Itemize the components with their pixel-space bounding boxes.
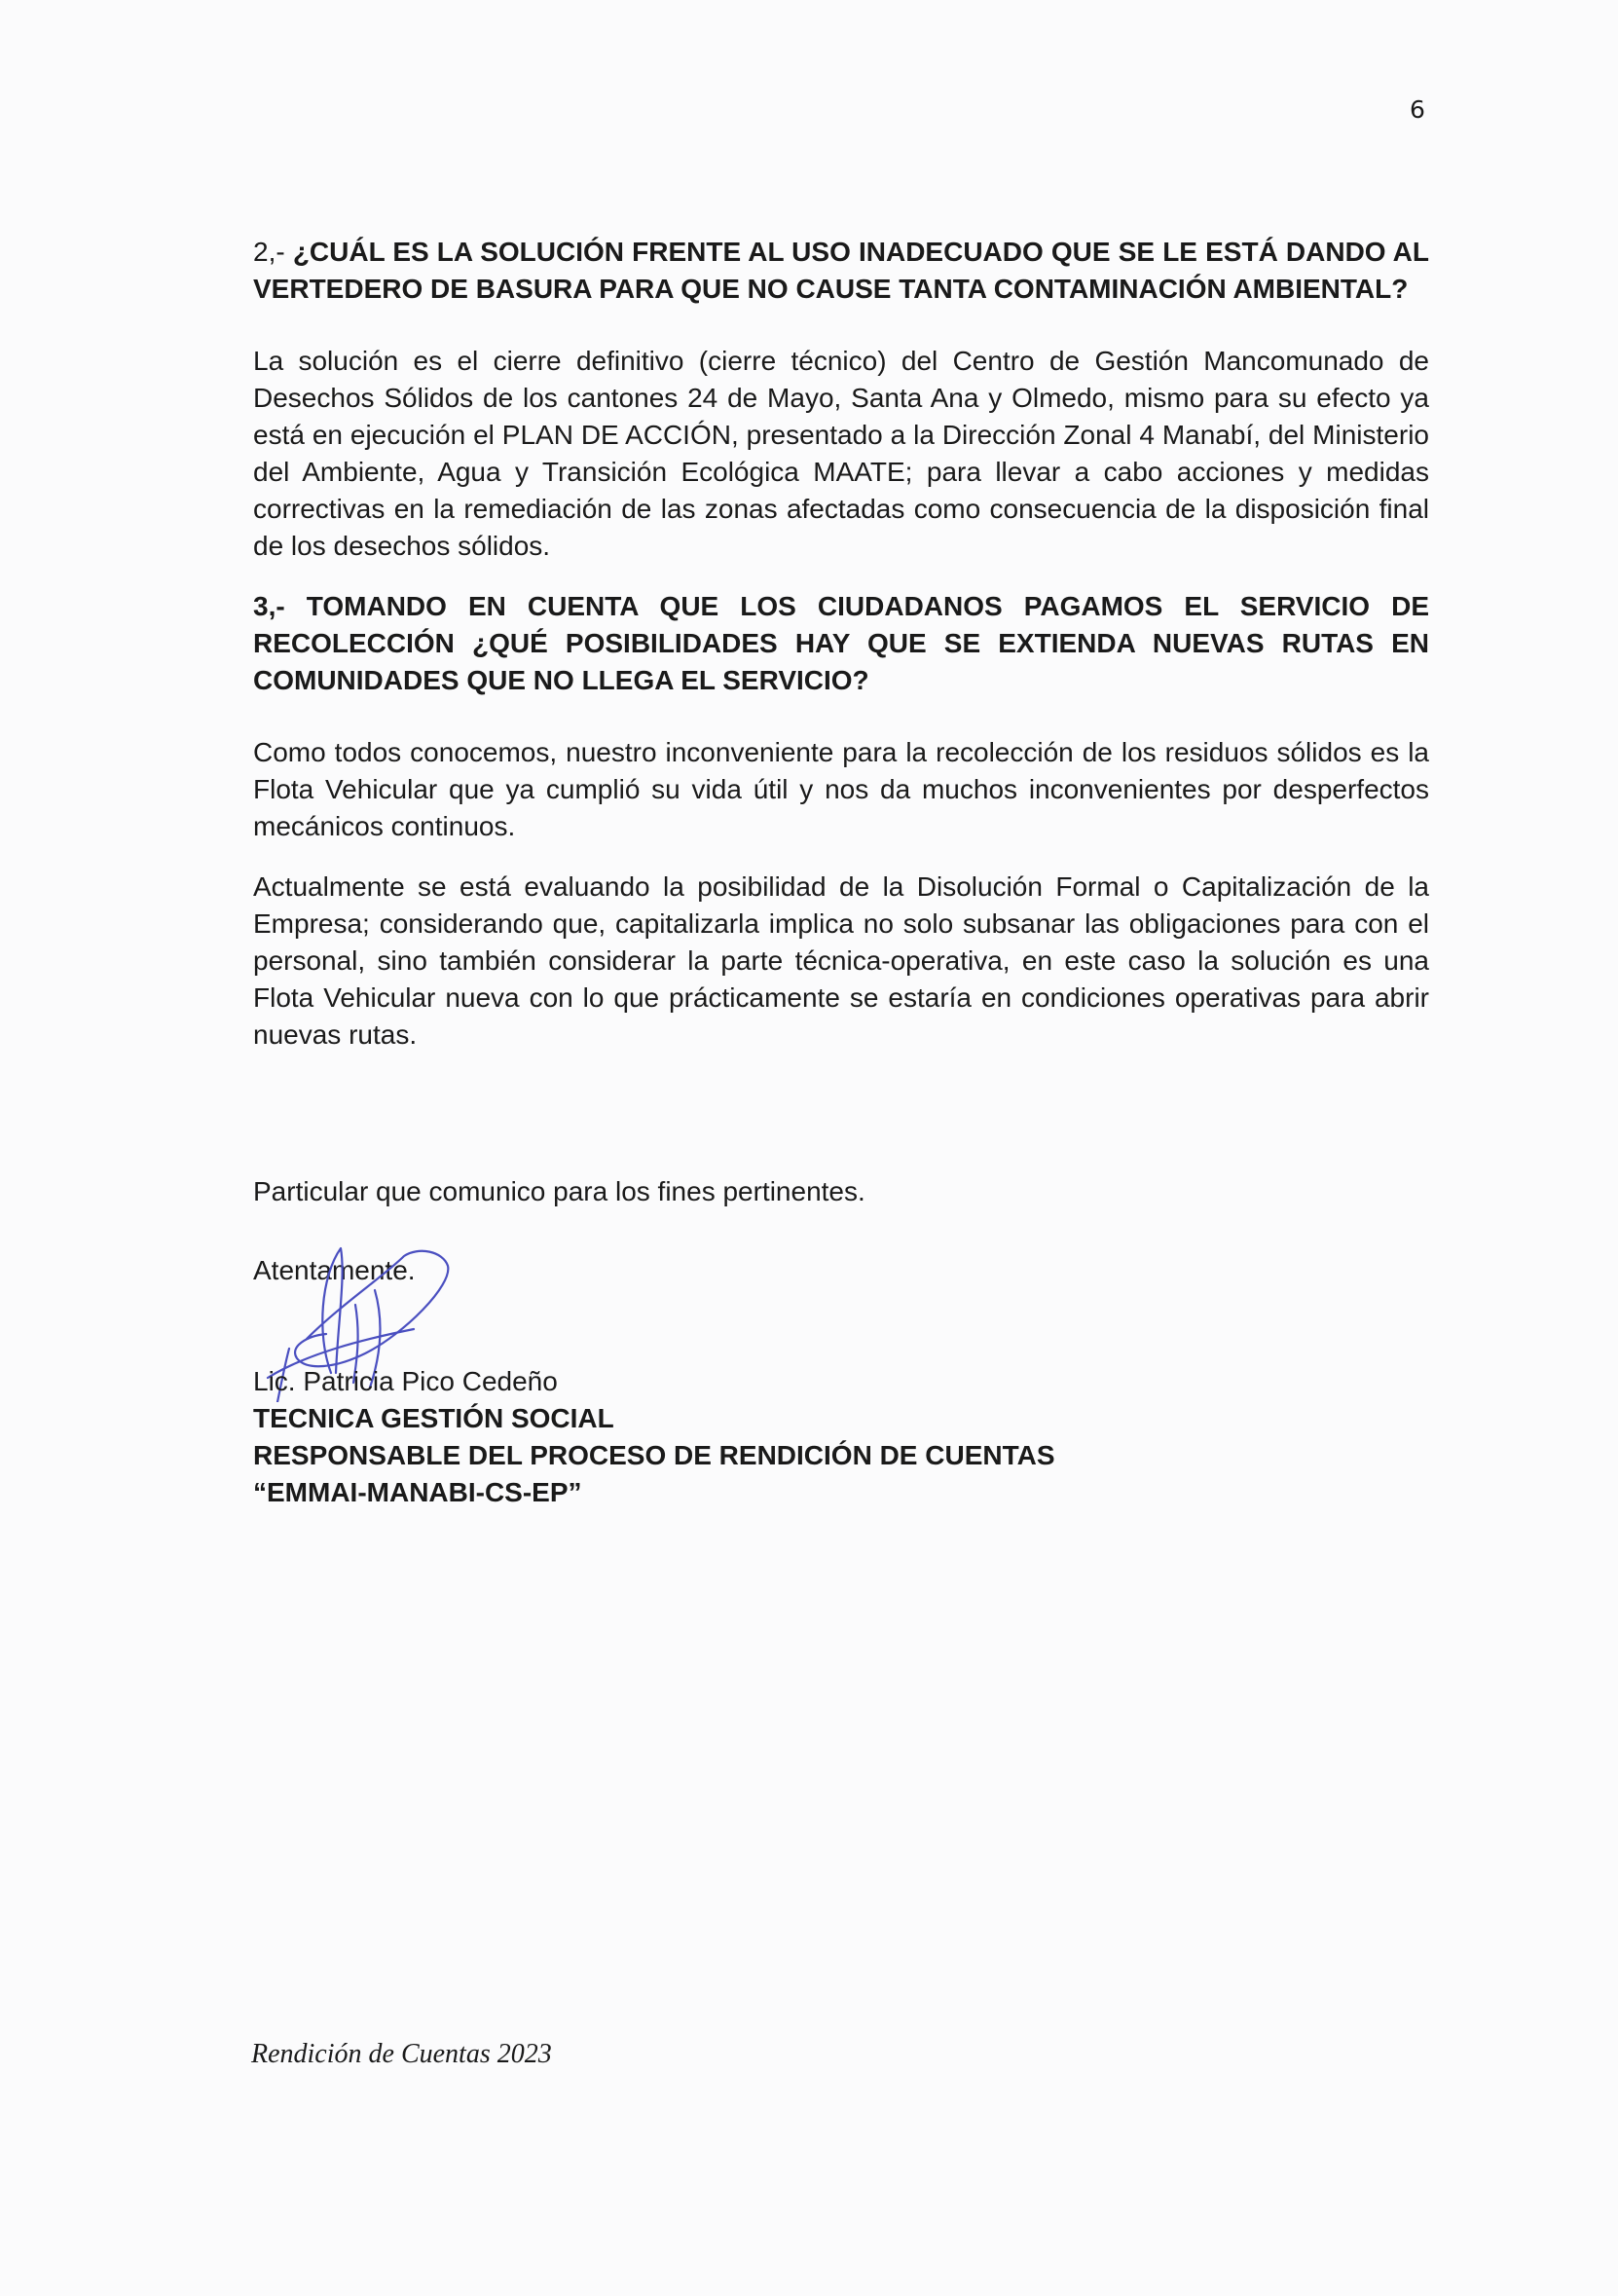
signer-title: TECNICA GESTIÓN SOCIAL — [253, 1403, 614, 1433]
answer-2-paragraph: La solución es el cierre definitivo (cierre técnico) del Centro de Gestión Mancomunado de Desechos Sólidos de los cantones 24 de Mayo, Santa Ana y Olmedo, mismo para su efecto ya está en ejecución el PLAN DE ACCIÓN, presentado a la Dirección Zonal 4 Manabí, del Ministerio del Ambiente, Agua y Transición Ecológica MAATE; para llevar a cabo acciones y medidas correctivas en la remediación de las zonas afectadas como consecuencia de la disposición final de los desechos sólidos. — [253, 346, 1429, 561]
question-3-text: TOMANDO EN CUENTA QUE LOS CIUDADANOS PAGAMOS EL SERVICIO DE RECOLECCIÓN ¿QUÉ POSIBILIDADES HAY QUE SE EXTIENDA NUEVAS RUTAS EN COMUNIDADES QUE NO LLEGA EL SERVICIO? — [253, 591, 1430, 695]
answer-3-paragraph-2: Actualmente se está evaluando la posibilidad de la Disolución Formal o Capitalización de la Empresa; considerando que, capitalizarla implica no solo subsanar las obligaciones para con el personal, sino también considerar la parte técnica-operativa, en este caso la solución es una Flota Vehicular nueva con lo que prácticamente se estaría en condiciones operativas para abrir nuevas rutas. — [253, 871, 1429, 1050]
page-footer: Rendición de Cuentas 2023 — [251, 2039, 552, 2069]
letter-body — [253, 234, 1429, 1077]
question-2-number: 2,- — [253, 237, 285, 267]
question-2 — [253, 234, 1429, 308]
signer-organization: “EMMAI-MANABI-CS-EP” — [253, 1477, 582, 1507]
signer-name: Lic. Patricia Pico Cedeño — [253, 1366, 558, 1396]
question-3 — [253, 588, 1429, 699]
signer-role: RESPONSABLE DEL PROCESO DE RENDICIÓN DE CUENTAS — [253, 1440, 1055, 1470]
page-number: 6 — [1410, 95, 1425, 124]
closing-line: Particular que comunico para los fines pertinentes. — [253, 1176, 865, 1206]
question-3-number: 3,- — [253, 591, 285, 621]
signer-block — [253, 1363, 1055, 1511]
question-2-text: ¿CUÁL ES LA SOLUCIÓN FRENTE AL USO INADECUADO QUE SE LE ESTÁ DANDO AL VERTEDERO DE BASURA PARA QUE NO CAUSE TANTA CONTAMINACIÓN AMBIENTAL? — [253, 237, 1430, 304]
answer-3-paragraph-1: Como todos conocemos, nuestro inconveniente para la recolección de los residuos sólidos es la Flota Vehicular que ya cumplió su vida útil y nos da muchos inconvenientes por desperfectos mecánicos continuos. — [253, 737, 1429, 841]
regards-line: Atentamente. — [253, 1255, 416, 1285]
